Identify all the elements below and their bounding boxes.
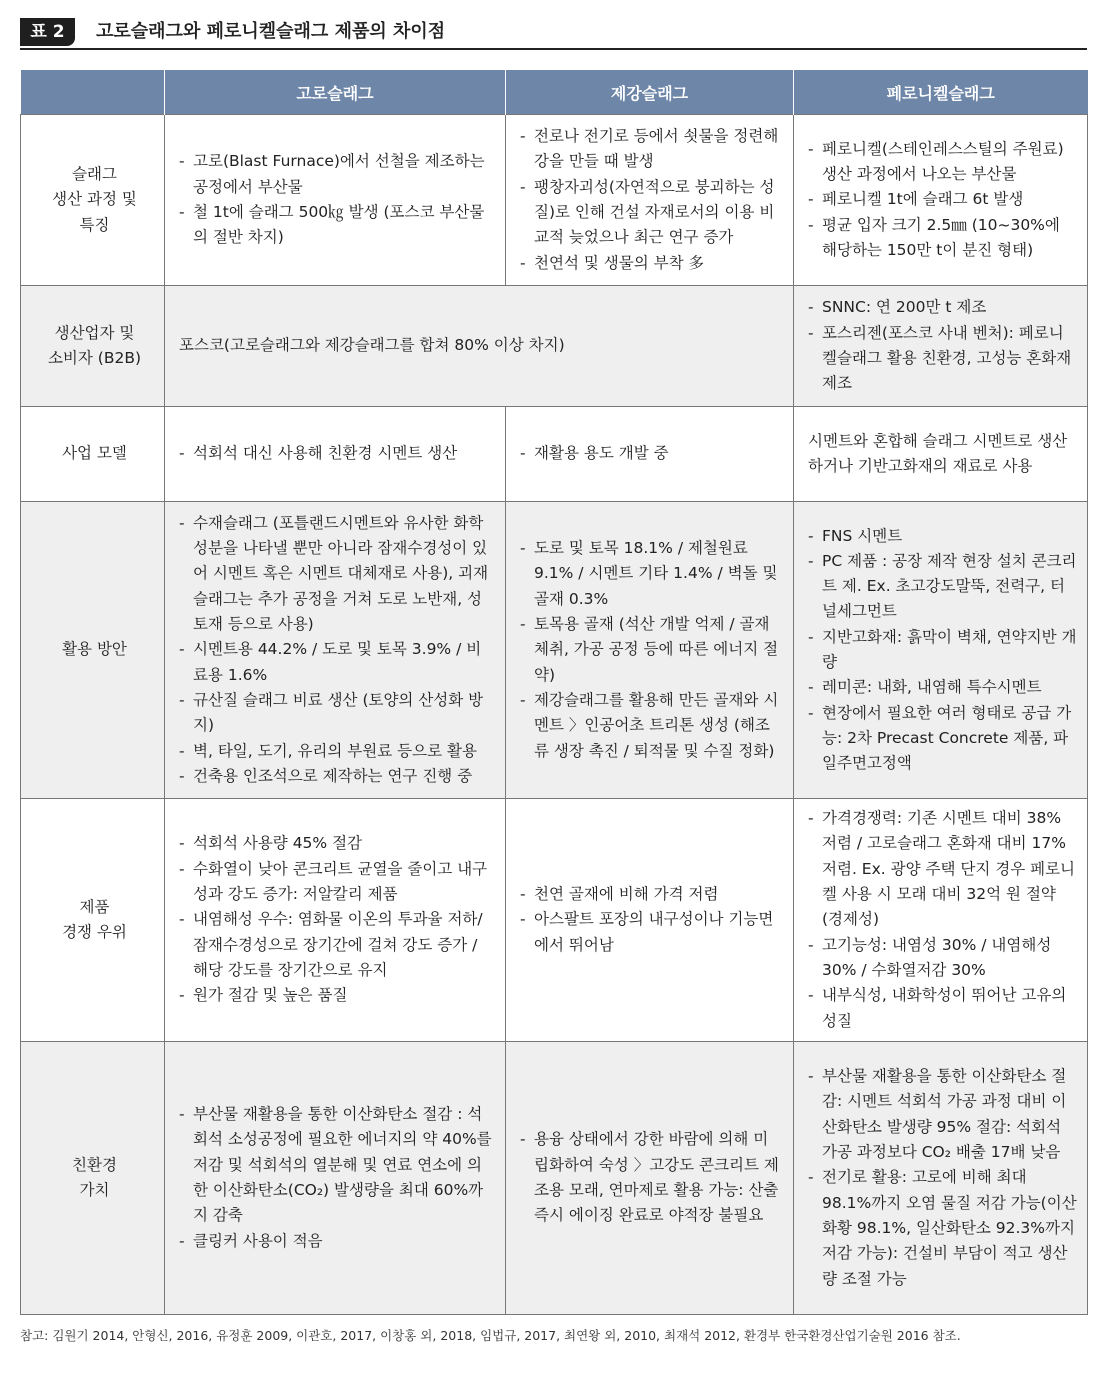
list-item: - 재활용 용도 개발 중 [520, 441, 783, 466]
list-item: - 내부식성, 내화학성이 뛰어난 고유의 성질 [808, 983, 1077, 1034]
table-title: 고로슬래그와 페로니켈슬래그 제품의 차이점 [96, 21, 446, 42]
row-label: 사업 모델 [21, 407, 165, 502]
list-item: - 전로나 전기로 등에서 쇳물을 정련해 강을 만들 때 발생 [520, 124, 783, 175]
list-item: - 도로 및 토목 18.1% / 제철원료 9.1% / 시멘트 기타 1.4% / 벽돌 및 골재 0.3% [520, 536, 783, 612]
cell-ferro [794, 799, 1088, 1042]
list-item: - 석회석 대신 사용해 친환경 시멘트 생산 [179, 441, 495, 466]
row-label: 생산업자 및 소비자 (B2B) [21, 286, 165, 407]
cell-ferro [794, 1042, 1088, 1315]
list-item: - 수화열이 낮아 콘크리트 균열을 줄이고 내구성과 강도 증가: 저알칼리 제품 [179, 857, 495, 908]
list-item: - 철 1t에 슬래그 500㎏ 발생 (포스코 부산물의 절반 차지) [179, 200, 495, 251]
list-item: - 토목용 골재 (석산 개발 억제 / 골재 체취, 가공 공정 등에 따른 에너지 절약) [520, 612, 783, 688]
row-label: 활용 방안 [21, 502, 165, 799]
cell-steel [506, 502, 794, 799]
cell-blast [165, 407, 506, 502]
row-competitive [21, 799, 1088, 1042]
cell-blast [165, 799, 506, 1042]
list-item: - SNNC: 연 200만 t 제조 [808, 295, 1077, 320]
cell-ferro [794, 502, 1088, 799]
list-item: - 부산물 재활용을 통한 이산화탄소 절감: 시멘트 석회석 가공 과정 대비 이산화탄소 발생량 95% 절감: 석회석 가공 과정보다 CO₂ 배출 17배 낮음 [808, 1064, 1077, 1165]
table-number-badge: 표 2 [20, 18, 75, 46]
header-corner [21, 70, 165, 115]
cell-ferro: 시멘트와 혼합해 슬래그 시멘트로 생산하거나 기반고화재의 재료로 사용 [794, 407, 1088, 502]
list-item: - 용융 상태에서 강한 바람에 의해 미립화하여 숙성 〉고강도 콘크리트 제조용 모래, 연마제로 활용 가능: 산출 즉시 에이징 완료로 야적장 불필요 [520, 1127, 783, 1228]
list-item: - 부산물 재활용을 통한 이산화탄소 절감 : 석회석 소성공정에 필요한 에너지의 약 40%를 저감 및 석회석의 열분해 및 연료 연소에 의한 이산화탄소(CO₂) 발생량을 최대 60%까지 감축 [179, 1102, 495, 1228]
list-item: - 원가 절감 및 높은 품질 [179, 983, 495, 1008]
header-blast-furnace-slag: 고로슬래그 [165, 70, 506, 115]
list-item: - 내염해성 우수: 염화물 이온의 투과율 저하/ 잠재수경성으로 장기간에 걸쳐 강도 증가 / 해당 강도를 장기간으로 유지 [179, 907, 495, 983]
list-item: - 페로니켈 1t에 슬래그 6t 발생 [808, 187, 1077, 212]
row-business [21, 407, 1088, 502]
list-item: - 지반고화재: 흙막이 벽채, 연약지반 개량 [808, 625, 1077, 676]
list-item: - FNS 시멘트 [808, 524, 1077, 549]
cell-blast [165, 502, 506, 799]
list-item: - 포스리젠(포스코 사내 벤처): 페로니켈슬래그 활용 친환경, 고성능 혼화재 제조 [808, 321, 1077, 397]
list-item: - 석회석 사용량 45% 절감 [179, 831, 495, 856]
row-producers [21, 286, 1088, 407]
comparison-table [20, 70, 1088, 1315]
list-item: - PC 제품 : 공장 제작 현장 설치 콘크리트 제. Ex. 초고강도말뚝, 전력구, 터널세그먼트 [808, 549, 1077, 625]
header-steel-slag: 제강슬래그 [506, 70, 794, 115]
list-item: - 시멘트용 44.2% / 도로 및 토목 3.9% / 비료용 1.6% [179, 637, 495, 688]
list-item: - 천연 골재에 비해 가격 저렴 [520, 882, 783, 907]
list-item: - 가격경쟁력: 기존 시멘트 대비 38% 저렴 / 고로슬래그 혼화재 대비 17% 저렴. Ex. 광양 주택 단지 경우 페로니켈 사용 시 모래 대비 32억 원 절약 (경제성) [808, 806, 1077, 932]
cell-steel [506, 115, 794, 286]
list-item: - 팽창자괴성(자연적으로 붕괴하는 성질)로 인해 건설 자재로서의 이용 비교적 늦었으나 최근 연구 증가 [520, 175, 783, 251]
list-item: - 벽, 타일, 도기, 유리의 부원료 등으로 활용 [179, 739, 495, 764]
cell-blast [165, 115, 506, 286]
row-uses [21, 502, 1088, 799]
list-item: - 아스팔트 포장의 내구성이나 기능면에서 뛰어남 [520, 907, 783, 958]
title-divider [20, 48, 1087, 50]
list-item: - 레미콘: 내화, 내염해 특수시멘트 [808, 675, 1077, 700]
cell-steel [506, 407, 794, 502]
list-item: - 평균 입자 크기 2.5㎜ (10~30%에 해당하는 150만 t이 분진 형태) [808, 213, 1077, 264]
cell-steel [506, 1042, 794, 1315]
source-footnote: 참고: 김원기 2014, 안형신, 2016, 유정훈 2009, 이관호, 2017, 이창홍 외, 2018, 임법규, 2017, 최연왕 외, 2010, 최재석 2012, 환경부 한국환경산업기술원 2016 참조. [20, 1328, 961, 1343]
list-item: - 현장에서 필요한 여러 형태로 공급 가능: 2차 Precast Concrete 제품, 파일주면고정액 [808, 701, 1077, 777]
cell-blast [165, 1042, 506, 1315]
list-item: - 클링커 사용이 적음 [179, 1229, 495, 1254]
row-production [21, 115, 1088, 286]
row-label: 제품 경쟁 우위 [21, 799, 165, 1042]
header-ferronickel-slag: 페로니켈슬래그 [794, 70, 1088, 115]
list-item: - 전기로 활용: 고로에 비해 최대 98.1%까지 오염 물질 저감 가능(이산화황 98.1%, 일산화탄소 92.3%까지 저감 가능): 건설비 부담이 적고 생산량 조절 가능 [808, 1165, 1077, 1291]
list-item: - 페로니켈(스테인레스스틸의 주원료) 생산 과정에서 나오는 부산물 [808, 137, 1077, 188]
cell-steel [506, 799, 794, 1042]
list-item: - 규산질 슬래그 비료 생산 (토양의 산성화 방지) [179, 688, 495, 739]
list-item: - 건축용 인조석으로 제작하는 연구 진행 중 [179, 764, 495, 789]
list-item: - 수재슬래그 (포틀랜드시멘트와 유사한 화학 성분을 나타낼 뿐만 아니라 잠재수경성이 있어 시멘트 혹은 시멘트 대체재로 사용), 괴재슬래그는 추가 공정을 거쳐 도로 노반재, 성토재 등으로 사용) [179, 511, 495, 637]
row-label: 친환경 가치 [21, 1042, 165, 1315]
row-label: 슬래그 생산 과정 및 특징 [21, 115, 165, 286]
list-item: - 고기능성: 내염성 30% / 내염해성 30% / 수화열저감 30% [808, 933, 1077, 984]
row-eco [21, 1042, 1088, 1315]
table-title-bar [20, 12, 1087, 48]
list-item: - 고로(Blast Furnace)에서 선철을 제조하는 공정에서 부산물 [179, 149, 495, 200]
list-item: - 천연석 및 생물의 부착 多 [520, 251, 783, 276]
header-row [21, 70, 1088, 115]
list-item: - 제강슬래그를 활용해 만든 골재와 시멘트 〉인공어초 트리톤 생성 (해조류 생장 촉진 / 퇴적물 및 수질 정화) [520, 688, 783, 764]
cell-ferro [794, 286, 1088, 407]
cell-merged: 포스코(고로슬래그와 제강슬래그를 합쳐 80% 이상 차지) [165, 286, 794, 407]
cell-ferro [794, 115, 1088, 286]
